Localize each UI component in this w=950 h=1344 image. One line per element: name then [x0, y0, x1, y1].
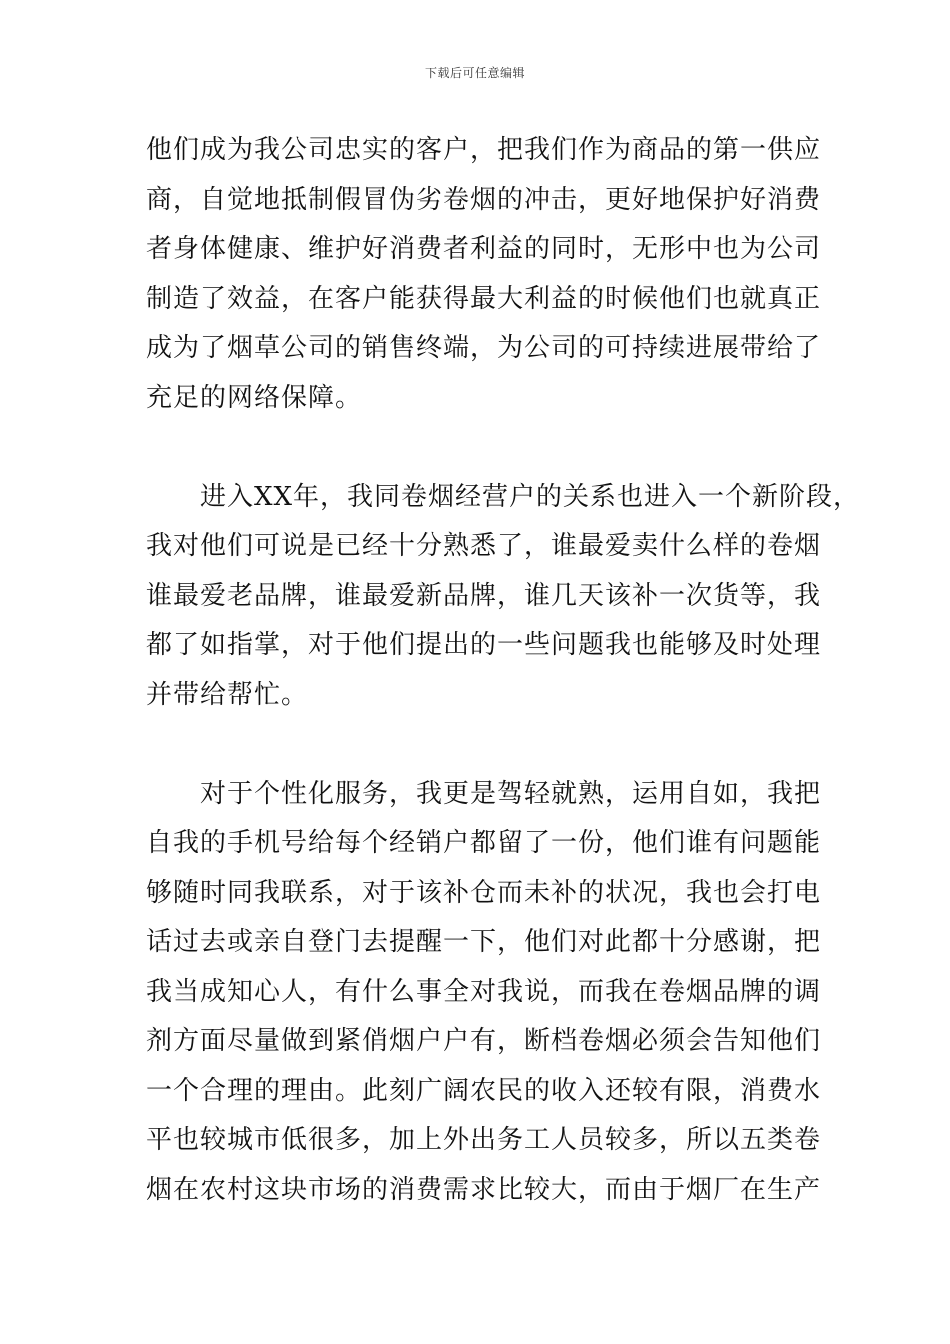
- text-line: 成为了烟草公司的销售终端，为公司的可持续进展带给了: [146, 333, 822, 363]
- text-line: 话过去或亲自登门去提醒一下，他们对此都十分感谢，把: [146, 927, 822, 957]
- text-line: 平也较城市低很多，加上外出务工人员较多，所以五类卷: [146, 1125, 822, 1155]
- text-line: 商，自觉地抵制假冒伪劣卷烟的冲击，更好地保护好消费: [146, 184, 822, 215]
- text-line: 都了如指掌，对于他们提出的一些问题我也能够及时处理: [146, 630, 822, 660]
- page-header: 下载后可任意编辑: [424, 66, 525, 80]
- text-line: 充足的网络保障。: [146, 382, 363, 413]
- text-line: 烟在农村这块市场的消费需求比较大，而由于烟厂在生产: [146, 1174, 822, 1205]
- text-line: 够随时同我联系，对于该补仓而未补的状况，我也会打电: [146, 877, 822, 908]
- text-line: 谁最爱老品牌，谁最爱新品牌，谁几天该补一次货等，我: [146, 580, 822, 611]
- text-line: 自我的手机号给每个经销户都留了一份，他们谁有问题能: [146, 828, 822, 858]
- paragraph-1: [146, 126, 822, 423]
- text-line: 并带给帮忙。: [146, 679, 309, 710]
- text-line: 制造了效益，在客户能获得最大利益的时候他们也就真正: [146, 283, 822, 314]
- text-line: 者身体健康、维护好消费者利益的同时，无形中也为公司: [146, 234, 822, 264]
- paragraph-spacer: [146, 720, 806, 770]
- text-line: 一个合理的理由。此刻广阔农民的收入还较有限，消费水: [146, 1075, 822, 1106]
- paragraph-2: [146, 473, 861, 721]
- paragraph-spacer: [146, 423, 806, 473]
- text-line: 剂方面尽量做到紧俏烟户户有，断档卷烟必须会告知他们: [146, 1026, 822, 1056]
- document-body: [146, 126, 861, 1215]
- text-line: 我当成知心人，有什么事全对我说，而我在卷烟品牌的调: [146, 976, 822, 1007]
- text-line: 我对他们可说是已经十分熟悉了，谁最爱卖什么样的卷烟: [146, 531, 822, 561]
- paragraph-3: [146, 770, 822, 1216]
- text-line: 对于个性化服务，我更是驾轻就熟，运用自如，我把: [146, 778, 822, 809]
- text-line: 他们成为我公司忠实的客户，把我们作为商品的第一供应: [146, 135, 822, 165]
- text-line: 进入XX年，我同卷烟经营户的关系也进入一个新阶段，: [146, 481, 861, 512]
